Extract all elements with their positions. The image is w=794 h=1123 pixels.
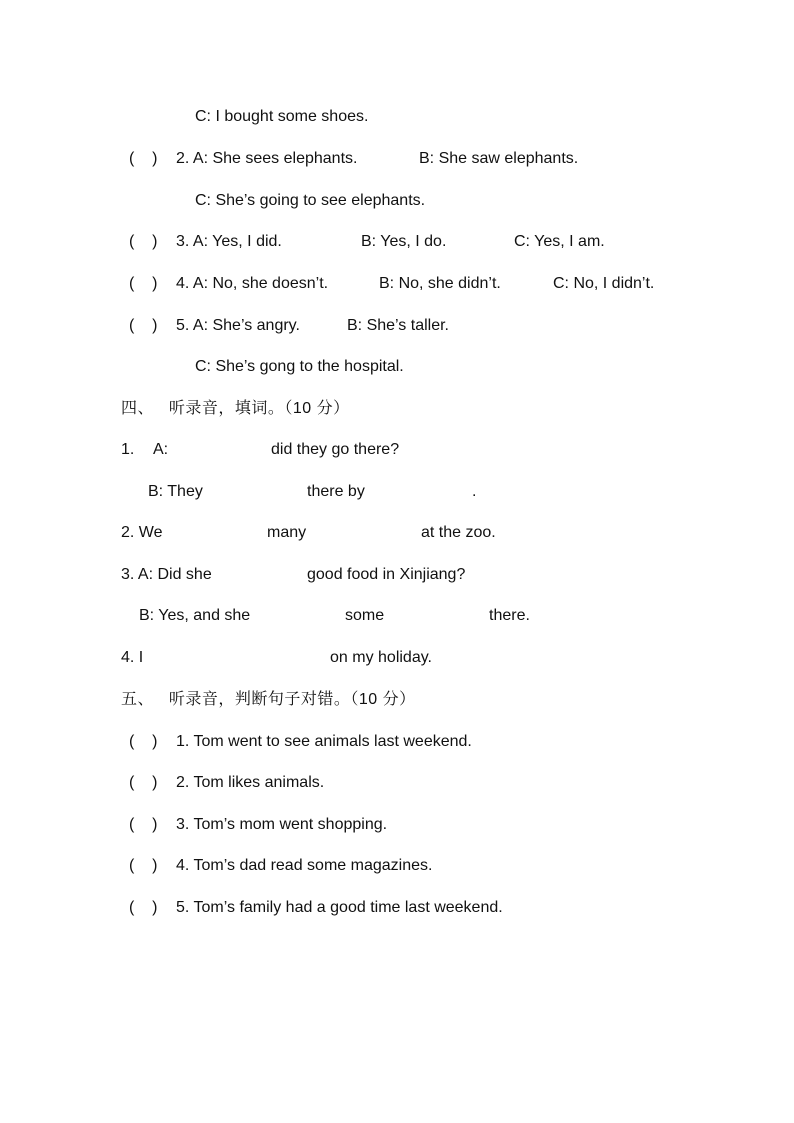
s4-q1-a-label: A: xyxy=(153,441,169,458)
s5-item2-paren: ( ) xyxy=(129,774,158,791)
s4-q3-a-end: good food in Xinjiang? xyxy=(307,566,466,583)
s4-q3-a-start: 3. A: Did she xyxy=(121,566,212,583)
s3-item4-choice-c: C: No, I didn’t. xyxy=(553,275,655,292)
s4-q4-end: on my holiday. xyxy=(330,649,432,666)
s4-q3-b-end: there. xyxy=(489,607,530,624)
s5-item1-paren: ( ) xyxy=(129,733,158,750)
s3-item5-choice-b: B: She’s taller. xyxy=(347,317,449,334)
s3-item4-choice-b: B: No, she didn’t. xyxy=(379,275,501,292)
section5-heading: 五、 听录音，判断句子对错。（10 分） xyxy=(121,691,416,708)
section4-heading: 四、 听录音，填词。（10 分） xyxy=(121,400,350,417)
s4-q2-start: 2. We xyxy=(121,524,163,541)
s3-item4-choice-a: 4. A: No, she doesn’t. xyxy=(176,275,329,292)
s3-item3-paren: ( ) xyxy=(129,233,158,250)
s3-item4-paren: ( ) xyxy=(129,275,158,292)
s5-item5-paren: ( ) xyxy=(129,899,158,916)
s3-item2-choice-a: 2. A: She sees elephants. xyxy=(176,150,358,167)
s4-q4-start: 4. I xyxy=(121,649,144,666)
s5-item1-text: 1. Tom went to see animals last weekend. xyxy=(176,733,472,750)
s3-item1-choice-c: C: I bought some shoes. xyxy=(195,108,369,125)
s5-item5-text: 5. Tom’s family had a good time last weekend. xyxy=(176,899,503,916)
s3-item3-choice-b: B: Yes, I do. xyxy=(361,233,447,250)
s3-item2-paren: ( ) xyxy=(129,150,158,167)
s4-q2-end: at the zoo. xyxy=(421,524,496,541)
s4-q3-b-start: B: Yes, and she xyxy=(139,607,251,624)
s5-item4-text: 4. Tom’s dad read some magazines. xyxy=(176,857,433,874)
s4-q1-b-label: B: They xyxy=(148,483,203,500)
s4-q1-a-text: did they go there? xyxy=(271,441,400,458)
s5-item3-text: 3. Tom’s mom went shopping. xyxy=(176,816,388,833)
s3-item2-choice-c: C: She’s going to see elephants. xyxy=(195,192,426,209)
s3-item3-choice-c: C: Yes, I am. xyxy=(514,233,605,250)
s4-q1-b-end: . xyxy=(472,483,477,500)
s4-q1-number: 1. xyxy=(121,441,135,458)
s5-item3-paren: ( ) xyxy=(129,816,158,833)
s3-item5-paren: ( ) xyxy=(129,317,158,334)
s4-q3-b-mid: some xyxy=(345,607,385,624)
s3-item5-choice-c: C: She’s gong to the hospital. xyxy=(195,358,404,375)
s5-item2-text: 2. Tom likes animals. xyxy=(176,774,325,791)
s3-item2-choice-b: B: She saw elephants. xyxy=(419,150,579,167)
s4-q2-mid: many xyxy=(267,524,307,541)
s3-item5-choice-a: 5. A: She’s angry. xyxy=(176,317,300,334)
s5-item4-paren: ( ) xyxy=(129,857,158,874)
s3-item3-choice-a: 3. A: Yes, I did. xyxy=(176,233,282,250)
s4-q1-b-mid: there by xyxy=(307,483,365,500)
